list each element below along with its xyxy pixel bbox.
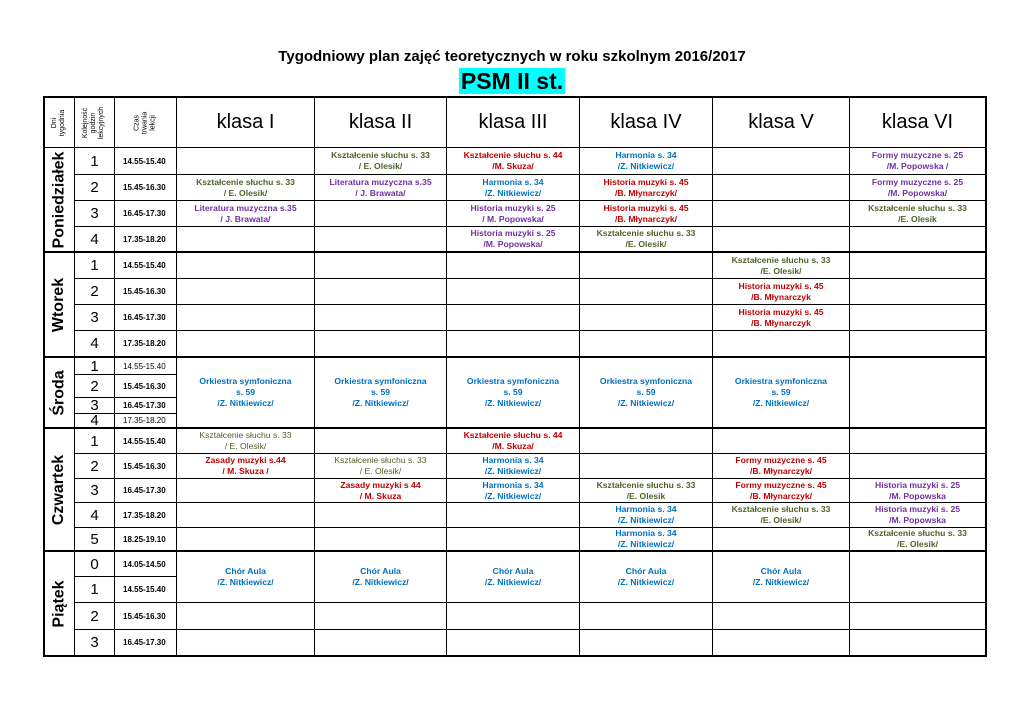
lesson-cell (447, 201, 580, 227)
lesson-time: 16.45-17.30 (115, 201, 177, 227)
lesson-cell (580, 358, 713, 429)
lesson-cell (580, 227, 713, 253)
lesson-line: Harmonia s. 34 (615, 504, 677, 514)
lesson-line: / E. Olesik/ (358, 161, 403, 171)
lesson-line: Kształcenie słuchu s. 33 (868, 528, 967, 538)
empty-cell (447, 279, 580, 305)
empty-cell (850, 630, 986, 657)
empty-cell (850, 454, 986, 479)
lesson-line: Chór Aula (760, 566, 802, 576)
lesson-cell (713, 253, 850, 279)
empty-cell (447, 331, 580, 358)
empty-cell (177, 148, 315, 175)
page-title: Tygodniowy plan zajęć teoretycznych w roku szkolnym 2016/2017 (278, 48, 746, 65)
day-name: Poniedziałek (50, 151, 68, 248)
empty-cell (315, 305, 447, 331)
day-name: Czwartek (50, 454, 68, 525)
lesson-line: Orkiestra symfoniczna (734, 376, 828, 386)
lesson-time: 17.35-18.20 (115, 227, 177, 253)
lesson-time: 14.05-14.50 (115, 552, 177, 577)
lesson-line: /E. Olesik (626, 490, 666, 501)
lesson-number: 1 (75, 577, 115, 603)
lesson-time: 16.45-17.30 (115, 305, 177, 331)
lesson-cell (850, 479, 986, 503)
lesson-line: /Z. Nitkiewicz/ (617, 161, 675, 171)
lesson-line: /M. Popowska / (886, 161, 949, 171)
lesson-number: 2 (75, 279, 115, 305)
empty-cell (447, 603, 580, 630)
lesson-number: 0 (75, 552, 115, 577)
empty-cell (580, 429, 713, 454)
lesson-cell (713, 552, 850, 603)
duration-header-text (133, 111, 157, 134)
day-name: Piątek (50, 579, 68, 628)
lesson-cell (447, 479, 580, 503)
lesson-line: / E. Olesik/ (359, 466, 402, 476)
empty-cell (580, 331, 713, 358)
empty-cell (447, 503, 580, 528)
lesson-line: Historia muzyki s. 45 (603, 176, 689, 187)
empty-cell (447, 305, 580, 331)
lesson-number: 2 (75, 175, 115, 201)
lesson-cell (447, 429, 580, 454)
lesson-line: Kształcenie słuchu s. 33 (868, 202, 967, 213)
lesson-cell (850, 148, 986, 175)
empty-cell (177, 331, 315, 358)
lesson-time: 15.45-16.30 (115, 603, 177, 630)
empty-cell (580, 253, 713, 279)
lesson-line: /E. Olesik/ (760, 265, 802, 276)
lesson-line: Kształcenie słuchu s. 33 (331, 150, 430, 160)
empty-cell (177, 503, 315, 528)
lesson-line: / E. Olesik/ (224, 441, 267, 451)
empty-cell (713, 429, 850, 454)
lesson-cell (850, 503, 986, 528)
empty-cell (177, 479, 315, 503)
lesson-number: 1 (75, 429, 115, 454)
duration-header-text-line: Czas (133, 114, 141, 131)
lesson-line: Historia muzyki s. 25 (470, 202, 556, 213)
lesson-cell (713, 479, 850, 503)
empty-cell (850, 358, 986, 429)
empty-cell (713, 603, 850, 630)
lesson-line: Formy muzyczne s. 25 (871, 150, 964, 160)
lesson-line: Formy muzyczne s. 45 (735, 479, 827, 490)
lesson-line: Literatura muzyczna s.35 (194, 202, 297, 213)
lesson-line: Historia muzyki s. 25 (874, 479, 961, 490)
lesson-line: Chór Aula (225, 566, 266, 576)
lesson-line: /E. Olesik/ (625, 239, 667, 249)
lesson-cell (447, 358, 580, 429)
lesson-time: 18.25-19.10 (115, 528, 177, 552)
empty-cell (447, 630, 580, 657)
lesson-number: 1 (75, 253, 115, 279)
empty-cell (315, 630, 447, 657)
lesson-line: /Z. Nitkiewicz/ (217, 577, 274, 587)
lesson-time: 14.55-15.40 (115, 358, 177, 375)
empty-cell (580, 630, 713, 657)
lesson-line: /Z. Nitkiewicz/ (484, 187, 542, 198)
lesson-number: 2 (75, 454, 115, 479)
lesson-cell (315, 148, 447, 175)
lesson-cell (177, 454, 315, 479)
lesson-line: / J. Brawata/ (355, 187, 406, 198)
lesson-cell (177, 358, 315, 429)
lesson-line: /E. Olesik/ (896, 539, 939, 549)
class-column-header: klasa II (315, 98, 447, 148)
empty-cell (315, 503, 447, 528)
lesson-line: Historia muzyki s. 45 (738, 306, 824, 317)
lesson-line: s. 59 (370, 387, 391, 397)
lesson-order-header-text-line: Kolejność (82, 107, 90, 138)
lesson-line: /Z. Nitkiewicz/ (484, 577, 542, 587)
lesson-line: /M. Popowska (889, 515, 946, 525)
empty-cell (850, 429, 986, 454)
lesson-line: Historia muzyki s. 25 (874, 504, 961, 514)
lesson-line: s. 59 (235, 387, 256, 397)
lesson-time: 17.35-18.20 (115, 331, 177, 358)
lesson-cell (315, 175, 447, 201)
lesson-line: /B. Młynarczyk/ (614, 187, 678, 198)
empty-cell (177, 528, 315, 552)
lesson-time: 16.45-17.30 (115, 630, 177, 657)
empty-cell (315, 528, 447, 552)
day-column-header (45, 98, 75, 148)
lesson-line: Formy muzyczne s. 45 (735, 455, 827, 465)
day-label-cell (45, 253, 75, 358)
lesson-line: /B. Młynarczyk/ (749, 490, 813, 501)
empty-cell (447, 253, 580, 279)
lesson-cell (580, 503, 713, 528)
lesson-cell (447, 454, 580, 479)
day-name: Środa (50, 369, 68, 416)
lesson-line: /Z. Nitkiewicz/ (752, 398, 810, 408)
lesson-time: 14.55-15.40 (115, 253, 177, 279)
lesson-line: /Z. Nitkiewicz/ (484, 466, 542, 476)
lesson-number: 4 (75, 227, 115, 253)
lesson-line: /M. Skuza/ (492, 161, 534, 171)
lesson-order-column-header (75, 98, 115, 148)
empty-cell (177, 305, 315, 331)
empty-cell (315, 603, 447, 630)
lesson-line: Harmonia s. 34 (615, 528, 677, 538)
lesson-line: / M. Skuza / (222, 466, 269, 476)
lesson-line: Harmonia s. 34 (482, 455, 544, 465)
lesson-cell (315, 454, 447, 479)
lesson-line: Historia muzyki s. 45 (603, 202, 689, 213)
lesson-line: /M. Popowska/ (483, 239, 543, 249)
empty-cell (177, 630, 315, 657)
lesson-line: Chór Aula (625, 566, 667, 576)
lesson-line: / M. Skuza (359, 490, 402, 501)
lesson-line: s. 59 (503, 387, 523, 397)
day-label-cell (45, 429, 75, 552)
lesson-line: Historia muzyki s. 25 (470, 228, 556, 238)
lesson-line: /M. Popowska/ (887, 187, 948, 198)
lesson-line: Zasady muzyki s 44 (340, 479, 421, 490)
empty-cell (315, 201, 447, 227)
lesson-time: 16.45-17.30 (115, 398, 177, 414)
lesson-cell (580, 479, 713, 503)
lesson-cell (713, 503, 850, 528)
lesson-cell (850, 175, 986, 201)
empty-cell (713, 528, 850, 552)
lesson-line: Orkiestra symfoniczna (334, 376, 427, 386)
lesson-line: s. 59 (771, 387, 791, 397)
lesson-time: 15.45-16.30 (115, 375, 177, 398)
day-header-text-line: Dni (51, 117, 59, 128)
day-label-cell (45, 358, 75, 429)
lesson-line: /Z. Nitkiewicz/ (484, 490, 542, 501)
lesson-line: /Z. Nitkiewicz/ (352, 398, 409, 408)
lesson-time: 14.55-15.40 (115, 577, 177, 603)
day-header-text (52, 109, 68, 135)
lesson-time: 15.45-16.30 (115, 279, 177, 305)
lesson-line: Kształcenie słuchu s. 44 (463, 430, 563, 440)
lesson-line: /B. Młynarczyk/ (749, 466, 813, 476)
lesson-number: 4 (75, 331, 115, 358)
lesson-line: / J. Brawata/ (220, 213, 271, 224)
lesson-line: /Z. Nitkiewicz/ (617, 539, 675, 549)
lesson-line: Harmonia s. 34 (482, 176, 544, 187)
lesson-cell (177, 552, 315, 603)
lesson-time: 14.55-15.40 (115, 429, 177, 454)
empty-cell (580, 603, 713, 630)
lesson-number: 5 (75, 528, 115, 552)
lesson-line: Kształcenie słuchu s. 44 (463, 150, 563, 160)
lesson-cell (447, 227, 580, 253)
lesson-line: s. 59 (636, 387, 656, 397)
empty-cell (713, 201, 850, 227)
lesson-line: / E. Olesik/ (223, 187, 268, 198)
lesson-cell (315, 552, 447, 603)
lesson-cell (850, 528, 986, 552)
lesson-cell (713, 358, 850, 429)
lesson-line: /E. Olesik/ (760, 515, 802, 525)
lesson-number: 2 (75, 603, 115, 630)
lesson-cell (177, 175, 315, 201)
lesson-line: Historia muzyki s. 45 (738, 280, 824, 291)
empty-cell (447, 528, 580, 552)
lesson-number: 3 (75, 398, 115, 414)
class-column-header: klasa I (177, 98, 315, 148)
empty-cell (580, 454, 713, 479)
lesson-line: /Z. Nitkiewicz/ (352, 577, 409, 587)
lesson-line: Kształcenie słuchu s. 33 (596, 479, 696, 490)
lesson-cell (177, 201, 315, 227)
empty-cell (713, 227, 850, 253)
lesson-line: Harmonia s. 34 (482, 479, 544, 490)
lesson-line: /Z. Nitkiewicz/ (617, 398, 675, 408)
empty-cell (850, 305, 986, 331)
lesson-number: 1 (75, 358, 115, 375)
empty-cell (713, 148, 850, 175)
empty-cell (713, 630, 850, 657)
lesson-line: Kształcenie słuchu s. 33 (196, 176, 295, 187)
lesson-number: 3 (75, 201, 115, 227)
empty-cell (177, 227, 315, 253)
lesson-number: 4 (75, 503, 115, 528)
lesson-order-header-text-line: godzin (90, 112, 98, 133)
empty-cell (177, 279, 315, 305)
page-subtitle: PSM II st. (460, 68, 564, 94)
lesson-line: Kształcenie słuchu s. 33 (334, 455, 427, 465)
lesson-line: Literatura muzyczna s.35 (329, 176, 432, 187)
empty-cell (850, 253, 986, 279)
class-column-header: klasa V (713, 98, 850, 148)
lesson-cell (580, 528, 713, 552)
lesson-line: /Z. Nitkiewicz/ (484, 398, 542, 408)
lesson-cell (580, 148, 713, 175)
lesson-cell (177, 429, 315, 454)
lesson-cell (315, 479, 447, 503)
class-column-header: klasa IV (580, 98, 713, 148)
lesson-number: 2 (75, 375, 115, 398)
duration-column-header (115, 98, 177, 148)
empty-cell (315, 227, 447, 253)
day-header-text-line: tygodnia (59, 109, 67, 136)
schedule-table (43, 96, 986, 657)
lesson-time: 17.35-18.20 (115, 503, 177, 528)
day-label-cell (45, 552, 75, 657)
lesson-number: 3 (75, 479, 115, 503)
day-label-cell (45, 148, 75, 253)
lesson-line: / M. Popowska/ (482, 213, 544, 224)
class-column-header: klasa VI (850, 98, 986, 148)
lesson-order-header-text (82, 106, 106, 138)
lesson-cell (447, 148, 580, 175)
day-name: Wtorek (50, 277, 68, 332)
empty-cell (315, 429, 447, 454)
lesson-line: /B. Młynarczyk (751, 291, 811, 302)
lesson-line: /E. Olesik (898, 213, 937, 224)
lesson-time: 15.45-16.30 (115, 175, 177, 201)
empty-cell (315, 331, 447, 358)
duration-header-text-line: lekcji (149, 114, 157, 131)
empty-cell (850, 331, 986, 358)
lesson-cell (713, 454, 850, 479)
lesson-line: /B. Młynarczyk/ (614, 213, 678, 224)
lesson-cell (315, 358, 447, 429)
empty-cell (850, 279, 986, 305)
lesson-time: 16.45-17.30 (115, 479, 177, 503)
lesson-line: Harmonia s. 34 (615, 150, 677, 160)
lesson-line: Orkiestra symfoniczna (599, 376, 693, 386)
empty-cell (713, 175, 850, 201)
empty-cell (315, 279, 447, 305)
empty-cell (177, 253, 315, 279)
lesson-time: 15.45-16.30 (115, 454, 177, 479)
lesson-line: Orkiestra symfoniczna (466, 376, 560, 386)
lesson-line: Zasady muzyki s.44 (205, 455, 286, 465)
lesson-cell (850, 201, 986, 227)
lesson-cell (447, 552, 580, 603)
lesson-number: 3 (75, 630, 115, 657)
lesson-line: Formy muzyczne s. 25 (871, 176, 964, 187)
lesson-time: 17.35-18.20 (115, 414, 177, 429)
lesson-line: Kształcenie słuchu s. 33 (731, 254, 831, 265)
empty-cell (713, 331, 850, 358)
lesson-line: Chór Aula (492, 566, 534, 576)
lesson-line: /Z. Nitkiewicz/ (617, 515, 675, 525)
lesson-line: /B. Młynarczyk (751, 317, 811, 328)
empty-cell (315, 253, 447, 279)
lesson-cell (580, 201, 713, 227)
lesson-number: 3 (75, 305, 115, 331)
lesson-time: 14.55-15.40 (115, 148, 177, 175)
lesson-number: 1 (75, 148, 115, 175)
lesson-line: Kształcenie słuchu s. 33 (199, 430, 292, 440)
empty-cell (177, 603, 315, 630)
lesson-number: 4 (75, 414, 115, 429)
duration-header-text-line: trwania (141, 111, 149, 134)
lesson-line: /Z. Nitkiewicz/ (217, 398, 274, 408)
lesson-line: Chór Aula (360, 566, 401, 576)
empty-cell (580, 305, 713, 331)
lesson-line: Orkiestra symfoniczna (199, 376, 292, 386)
class-column-header: klasa III (447, 98, 580, 148)
lesson-line: /Z. Nitkiewicz/ (752, 577, 810, 587)
lesson-cell (447, 175, 580, 201)
lesson-line: /Z. Nitkiewicz/ (617, 577, 675, 587)
lesson-line: Kształcenie słuchu s. 33 (731, 504, 831, 514)
lesson-cell (713, 279, 850, 305)
empty-cell (850, 603, 986, 630)
lesson-line: /M. Popowska (889, 490, 946, 501)
lesson-line: Kształcenie słuchu s. 33 (596, 228, 696, 238)
lesson-line: /M. Skuza/ (492, 441, 534, 451)
lesson-cell (580, 175, 713, 201)
empty-cell (850, 552, 986, 603)
empty-cell (580, 279, 713, 305)
empty-cell (850, 227, 986, 253)
lesson-cell (713, 305, 850, 331)
lesson-order-header-text-line: lekcyjnych (98, 106, 106, 139)
lesson-cell (580, 552, 713, 603)
